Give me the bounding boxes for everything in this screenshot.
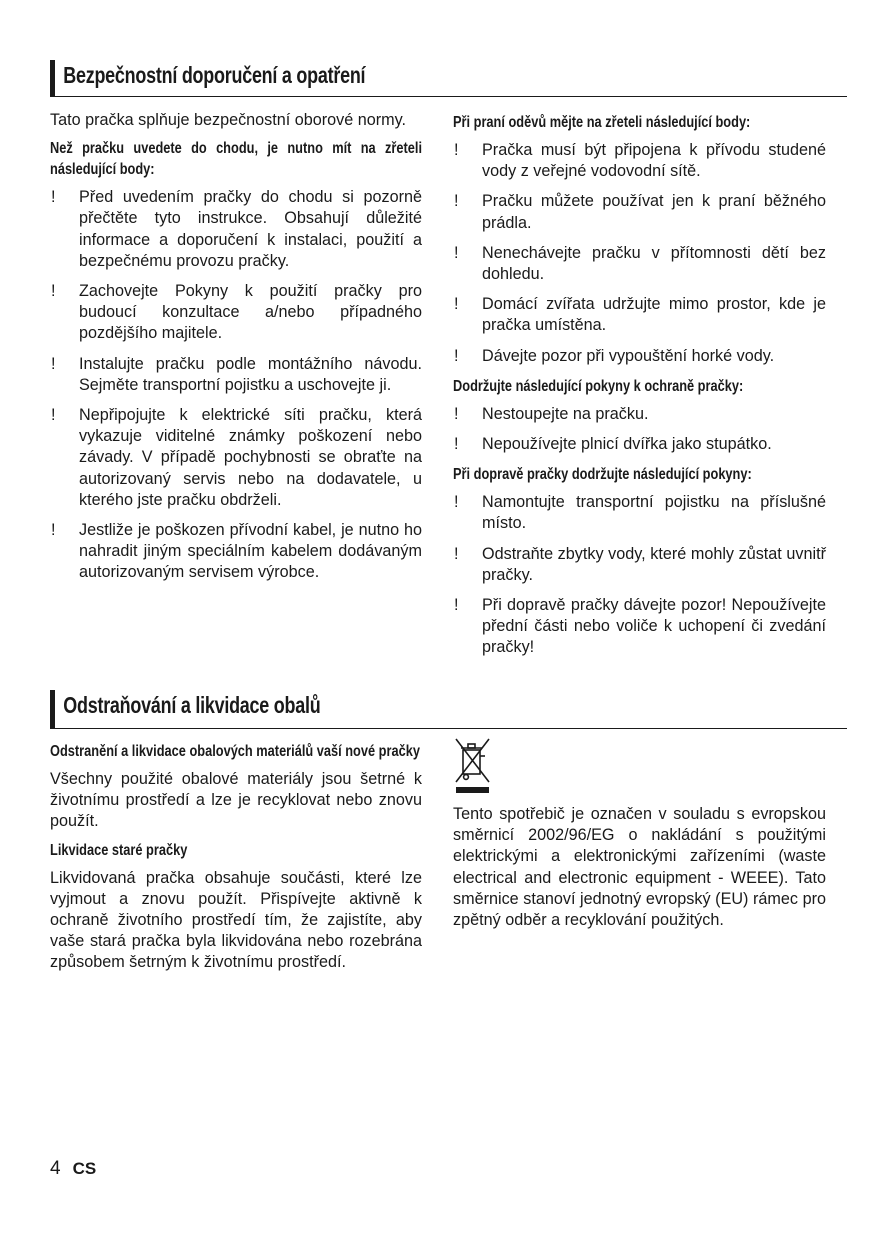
protection-subhead: Dodržujte následující pokyny k ochraně pračky: — [453, 377, 744, 395]
safety-intro: Tato pračka splňuje bezpečnostní oborové normy. — [50, 111, 407, 129]
bullet-mark: ! — [454, 346, 459, 365]
disposal-section-title: Odstraňování a likvidace obalů — [63, 692, 321, 718]
bullet-mark: ! — [51, 188, 56, 207]
disposal-section-heading — [50, 690, 847, 729]
safety-section-title: Bezpečnostní doporučení a opatření — [63, 62, 366, 88]
bullet-mark: ! — [454, 243, 459, 262]
disposal-right-column — [453, 734, 826, 938]
safety-left-column — [50, 110, 422, 593]
transport-list — [453, 492, 826, 658]
list-item: ! Nepřipojujte k elektrické síti pračku, která vykazuje viditelné známky poškození nebo závady. V případě pochybnosti se obraťte na autorizovaný servis nebo na dodavatele, u kterého jste pračku obdrželi. — [51, 406, 422, 509]
old-washer-paragraph: Likvidovaná pračka obsahuje součásti, které lze vyjmout a znovu použít. Přispívejte aktivně k ochraně životního prostředí tím, že zajistíte, aby vaše stará pračka byla likvidována nebo rozebrána způsobem šetrným k životnímu prostředí. — [50, 868, 422, 972]
safety-left-list — [50, 187, 422, 583]
bullet-mark: ! — [454, 192, 459, 211]
list-item: ! Pračka musí být připojena k přívodu studené vody z veřejné vodovodní sítě. — [454, 141, 826, 181]
bullet-mark: ! — [51, 521, 56, 540]
language-code: CS — [72, 1159, 97, 1178]
bullet-mark: ! — [454, 141, 459, 159]
list-item: ! Nestoupejte na pračku. — [453, 404, 826, 425]
packaging-subhead: Odstranění a likvidace obalových materiálů vaší nové pračky — [50, 743, 420, 760]
list-item: ! Nenechávejte pračku v přítomnosti dětí bez dohledu. — [454, 243, 826, 284]
bullet-mark: ! — [454, 493, 459, 512]
transport-subhead: Při dopravě pračky dodržujte následující pokyny: — [453, 466, 752, 484]
bullet-mark: ! — [454, 596, 459, 615]
list-item: ! Dávejte pozor při vypouštění horké vody. — [453, 346, 826, 367]
disposal-left-column — [50, 741, 422, 981]
safety-left-subhead: Než pračku uvedete do chodu, je nutno mít na zřeteli následující body: — [50, 140, 422, 179]
washing-list — [453, 140, 826, 367]
bullet-mark: ! — [454, 295, 459, 314]
bullet-mark: ! — [454, 544, 459, 563]
page-footer — [50, 1158, 96, 1180]
list-item: ! Domácí zvířata udržujte mimo prostor, kde je pračka umístěna. — [454, 295, 826, 335]
list-item: ! Jestliže je poškozen přívodní kabel, je nutno ho nahradit jiným speciálním kabelem dodávaným autorizovaným servisem výrobce. — [51, 521, 422, 582]
bullet-mark: ! — [454, 435, 459, 454]
bullet-mark: ! — [454, 404, 459, 423]
bullet-mark: ! — [51, 282, 56, 301]
list-item: ! Instalujte pračku podle montážního návodu. Sejměte transportní pojistku a uschovejte ji. — [51, 354, 422, 394]
list-item: ! Pračku můžete používat jen k praní běžného prádla. — [454, 192, 826, 232]
packaging-paragraph: Všechny použité obalové materiály jsou šetrné k životnímu prostředí a lze je recyklovat nebo znovu použít. — [50, 770, 422, 831]
weee-paragraph: Tento spotřebič je označen v souladu s evropskou směrnicí 2002/96/EG o nakládání s použitými elektrickými a elektronickými zařízeními (waste electrical and electronic equipment - WEEE). Tato směrnice stanoví jednotný evropský (EU) rámec pro zpětný odběr a recyklování použitých. — [453, 805, 826, 930]
list-item: ! Odstraňte zbytky vody, které mohly zůstat uvnitř pračky. — [454, 544, 826, 584]
list-item: ! Nepoužívejte plnicí dvířka jako stupátko. — [453, 434, 826, 455]
crossed-out-wheelie-bin-icon — [453, 736, 493, 794]
bullet-mark: ! — [51, 354, 56, 373]
page-number: 4 — [50, 1158, 61, 1179]
list-item: ! Zachovejte Pokyny k použití pračky pro budoucí konzultace a/nebo případného pozdějšího majitele. — [51, 282, 422, 343]
list-item: ! Při dopravě pračky dávejte pozor! Nepoužívejte přední části nebo voliče k uchopení či zvedání pračky! — [454, 596, 826, 657]
protection-list — [453, 404, 826, 455]
washing-subhead: Při praní oděvů mějte na zřeteli následující body: — [453, 114, 751, 131]
list-item: ! Namontujte transportní pojistku na příslušné místo. — [454, 493, 826, 533]
safety-right-column — [453, 112, 826, 668]
list-item: ! Před uvedením pračky do chodu si pozorně přečtěte tyto instrukce. Obsahují důležité informace a doporučení k instalaci, použití a bezpečnému provozu pračky. — [51, 188, 422, 270]
bullet-mark: ! — [51, 406, 56, 425]
old-washer-subhead: Likvidace staré pračky — [50, 841, 188, 859]
safety-section-heading — [50, 60, 847, 97]
